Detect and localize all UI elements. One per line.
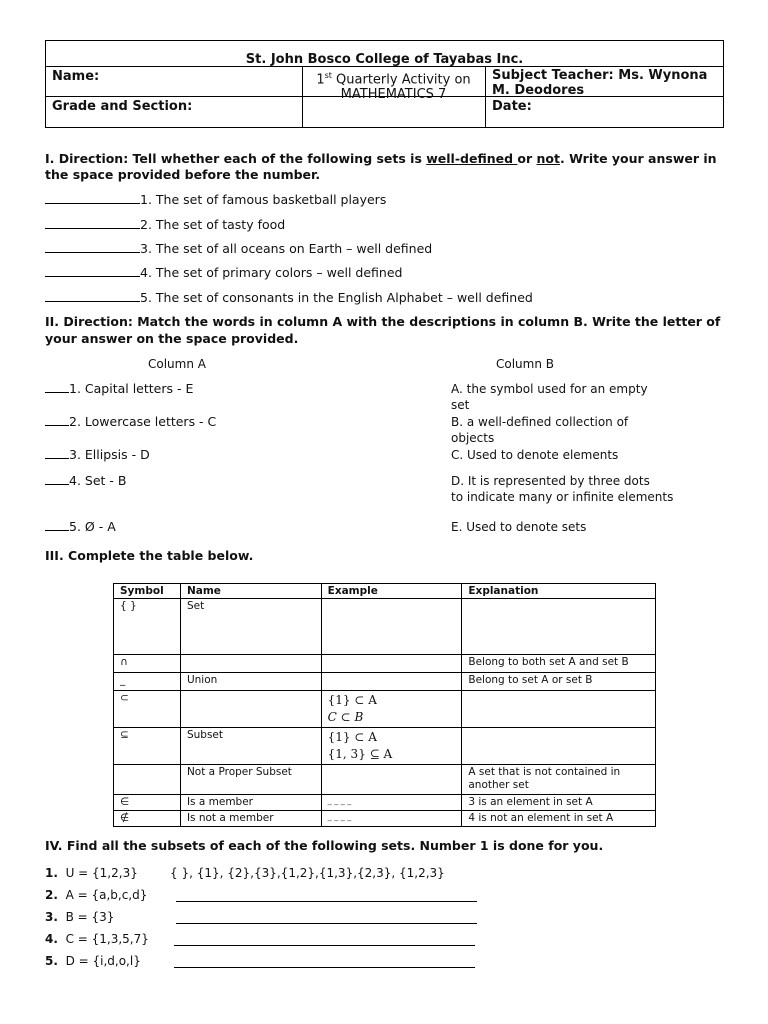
table-row <box>114 599 656 655</box>
subset-answer: { }, {1}, {2},{3},{1,2},{1,3},{2,3}, {1,2,3} <box>170 866 445 880</box>
table-row <box>114 795 656 811</box>
answer-blank[interactable] <box>45 193 140 204</box>
column-a-heading: Column A <box>148 357 206 371</box>
name-cell[interactable] <box>180 655 321 673</box>
section-3-title: III. Complete the table below. <box>45 548 254 563</box>
section-1-item: 2. The set of tasty food <box>45 217 285 232</box>
answer-line[interactable] <box>176 923 477 924</box>
example-cell: {1} ⊂ A {1, 3} ⊆ A <box>321 728 462 765</box>
section-1-item: 5. The set of consonants in the English Alphabet – well defined <box>45 290 533 305</box>
date-label: Date: <box>492 99 532 114</box>
answer-blank[interactable] <box>45 474 69 485</box>
table-row <box>114 728 656 765</box>
example-cell: {1} ⊂ A C ⊂ B <box>321 691 462 728</box>
table-row <box>114 691 656 728</box>
symbol-cell: ⊂ <box>114 691 181 728</box>
answer-line[interactable] <box>174 967 475 968</box>
column-b-item: B. a well-defined collection of objects <box>451 415 629 445</box>
name-cell: Subset <box>180 728 321 765</box>
answer-blank[interactable] <box>45 382 69 393</box>
table-row <box>114 811 656 827</box>
explanation-cell[interactable] <box>462 691 656 728</box>
explanation-cell: Belong to both set A and set B <box>462 655 656 673</box>
answer-blank[interactable] <box>45 448 69 459</box>
answer-blank[interactable] <box>45 291 140 302</box>
explanation-cell: 4 is not an element in set A <box>462 811 656 827</box>
column-b-item: D. It is represented by three dots to indicate many or infinite elements <box>451 474 674 504</box>
example-cell[interactable] <box>321 655 462 673</box>
name-cell[interactable] <box>180 691 321 728</box>
column-b-item: E. Used to denote sets <box>451 520 587 534</box>
table-header: Symbol <box>114 584 181 599</box>
section-1-direction: I. Direction: Tell whether each of the following sets is well-defined or not. Write your answer in the space provided before the number. <box>45 151 717 182</box>
name-cell: Union <box>180 673 321 691</box>
answer-line[interactable] <box>176 901 477 902</box>
explanation-cell: Belong to set A or set B <box>462 673 656 691</box>
answer-blank[interactable] <box>45 242 140 253</box>
section-4-title: IV. Find all the subsets of each of the following sets. Number 1 is done for you. <box>45 838 604 853</box>
name-cell[interactable]: Set <box>180 599 321 655</box>
subject-name: MATHEMATICS 7 <box>340 87 447 103</box>
explanation-cell[interactable] <box>462 599 656 655</box>
column-a-item: 4. Set - B <box>45 473 126 488</box>
answer-line[interactable] <box>174 945 475 946</box>
symbol-cell: ∩ <box>114 655 181 673</box>
section-1-item: 4. The set of primary colors – well defined <box>45 265 402 280</box>
symbol-cell: ∉ <box>114 811 181 827</box>
name-cell: Is not a member <box>180 811 321 827</box>
subset-item: 4. C = {1,3,5,7} <box>45 932 149 946</box>
name-cell: Is a member <box>180 795 321 811</box>
example-cell[interactable] <box>321 673 462 691</box>
activity-title: 1st Quarterly Activity on MATHEMATICS 7 <box>316 71 471 103</box>
explanation-cell[interactable] <box>462 728 656 765</box>
section-2-direction: II. Direction: Match the words in column A with the descriptions in column B. Write the letter of your answer on the space provided. <box>45 314 721 346</box>
symbols-table <box>113 583 656 827</box>
subset-item: 1. U = {1,2,3} <box>45 866 138 880</box>
symbol-cell: { } <box>114 599 181 655</box>
column-b-item: A. the symbol used for an empty set <box>451 382 648 412</box>
subset-item: 2. A = {a,b,c,d} <box>45 888 148 902</box>
table-row <box>114 765 656 795</box>
school-name: St. John Bosco College of Tayabas Inc. <box>245 52 524 67</box>
name-cell: Not a Proper Subset <box>180 765 321 795</box>
symbol-cell: ⊆ <box>114 728 181 765</box>
table-header-row <box>114 584 656 599</box>
grade-section-label: Grade and Section: <box>52 99 193 114</box>
header-box <box>45 40 724 128</box>
answer-blank[interactable] <box>45 266 140 277</box>
answer-blank[interactable] <box>45 415 69 426</box>
example-cell[interactable]: _ _ _ _ <box>321 811 462 827</box>
table-header: Name <box>180 584 321 599</box>
table-row <box>114 673 656 691</box>
answer-blank[interactable] <box>45 218 140 229</box>
symbol-cell[interactable] <box>114 765 181 795</box>
column-a-item: 1. Capital letters - E <box>45 381 193 396</box>
name-label: Name: <box>52 69 100 84</box>
column-b-item: C. Used to denote elements <box>451 448 619 462</box>
column-a-item: 3. Ellipsis - D <box>45 447 150 462</box>
column-b-heading: Column B <box>496 357 555 371</box>
column-a-item: 2. Lowercase letters - C <box>45 414 216 429</box>
example-cell[interactable]: _ _ _ _ <box>321 795 462 811</box>
table-header: Explanation <box>462 584 656 599</box>
example-cell[interactable] <box>321 765 462 795</box>
example-cell[interactable] <box>321 599 462 655</box>
explanation-cell: A set that is not contained in another set <box>462 765 656 795</box>
explanation-cell: 3 is an element in set A <box>462 795 656 811</box>
section-1-item: 3. The set of all oceans on Earth – well defined <box>45 241 432 256</box>
symbol-cell: _ <box>114 673 181 691</box>
subject-teacher: Subject Teacher: Ms. Wynona M. Deodores <box>492 68 708 98</box>
answer-blank[interactable] <box>45 520 69 531</box>
table-header: Example <box>321 584 462 599</box>
subset-item: 3. B = {3} <box>45 910 115 924</box>
column-a-item: 5. Ø - A <box>45 519 116 534</box>
table-row <box>114 655 656 673</box>
symbol-cell: ∈ <box>114 795 181 811</box>
subset-item: 5. D = {i,d,o,l} <box>45 954 141 968</box>
section-1-item: 1. The set of famous basketball players <box>45 192 386 207</box>
